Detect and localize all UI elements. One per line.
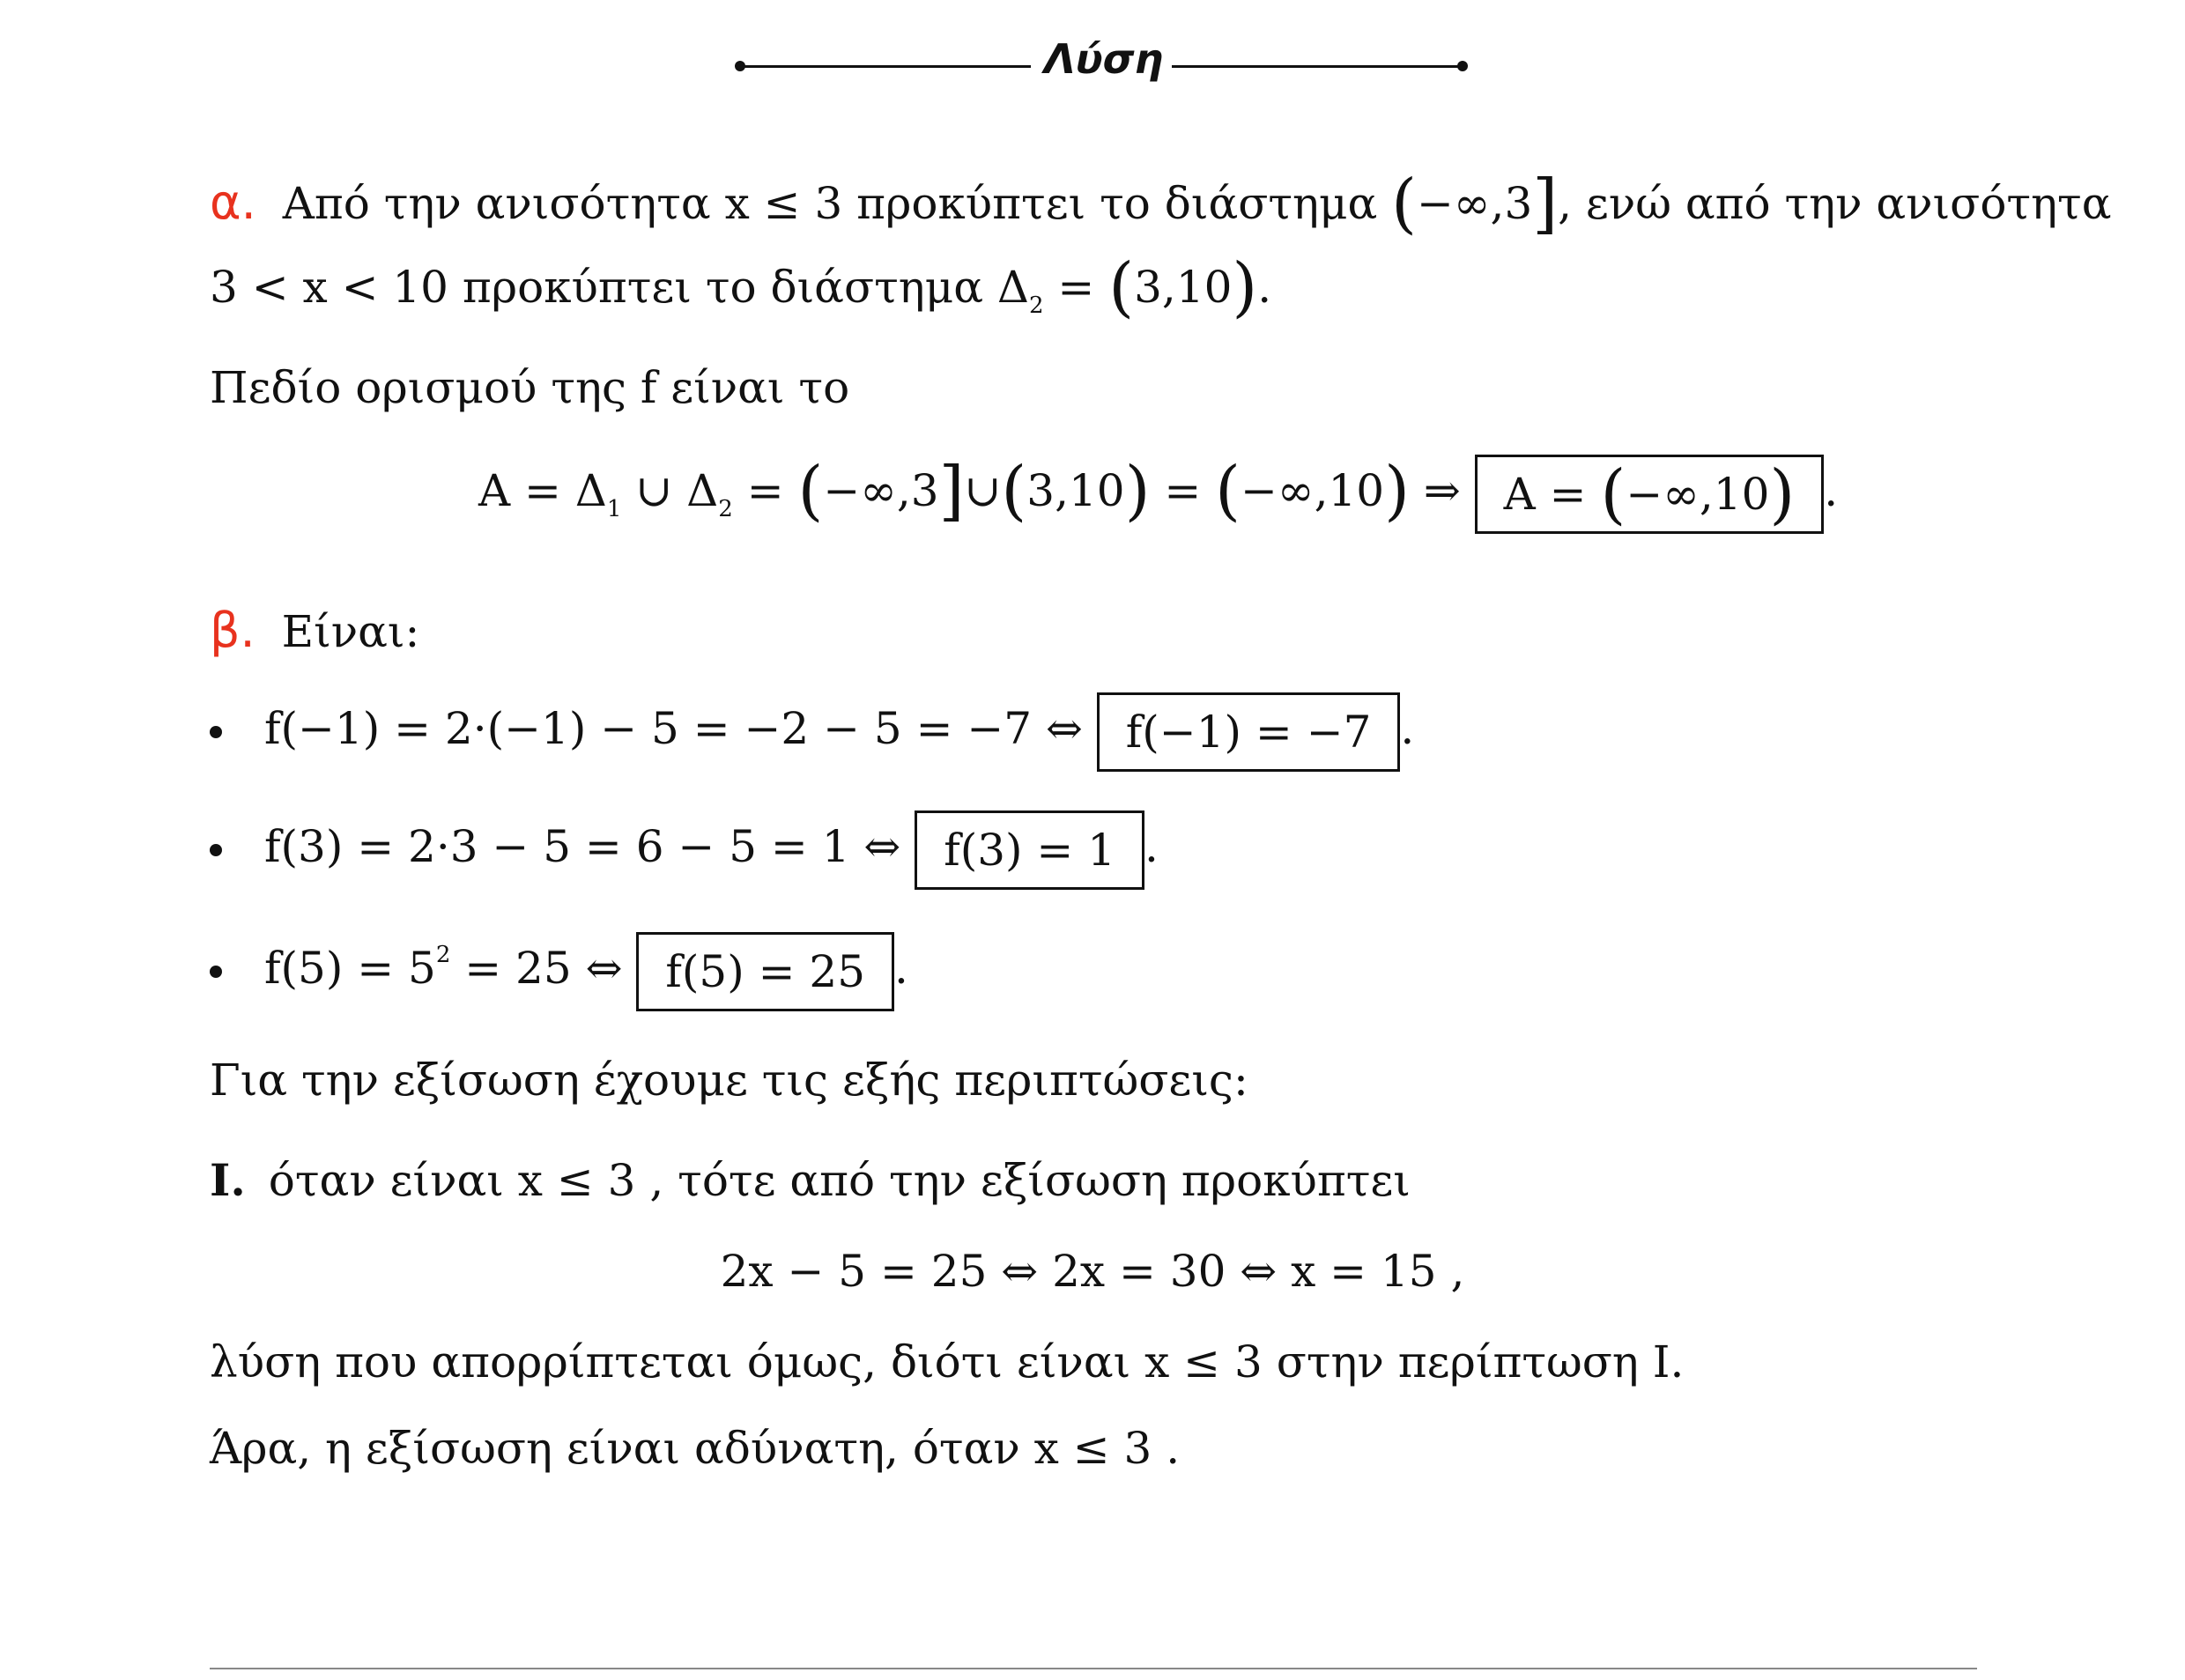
- bullet-item: [210, 929, 908, 1011]
- domain-text: Πεδίο ορισμού της f είναι το: [210, 362, 850, 413]
- part-b-label: β.: [210, 603, 256, 658]
- math-interval: −∞,10: [1241, 465, 1385, 516]
- math: =: [732, 465, 798, 516]
- case-1-equation: 2x − 5 = 25 ⇔ 2x = 30 ⇔ x = 15 ,: [720, 1246, 1465, 1297]
- text: .: [894, 943, 908, 994]
- bullet-dot-icon: [210, 844, 222, 856]
- math: = 25 ⇔: [450, 943, 623, 994]
- math-interval: −∞,10: [1626, 469, 1770, 520]
- paren-open: (: [1108, 249, 1135, 325]
- case-1-label: I.: [210, 1154, 246, 1206]
- solution-header: [0, 35, 2185, 97]
- text: .: [1152, 1423, 1181, 1474]
- bullet-dot-icon: [210, 726, 222, 738]
- part-a-label: α.: [210, 174, 256, 230]
- case-1-line: [210, 1154, 1411, 1207]
- superscript: 2: [435, 942, 451, 968]
- header-right-dot: [1457, 61, 1468, 71]
- math: ⇒: [1409, 465, 1461, 516]
- result-box: f(3) = 1: [915, 810, 1144, 890]
- text: .: [1400, 703, 1415, 754]
- footer-rule: [210, 1668, 1977, 1669]
- math: x ≤ 3: [1144, 1336, 1263, 1388]
- math: Δ: [996, 262, 1029, 313]
- header-right-line: [1172, 65, 1463, 68]
- text: .: [1144, 821, 1159, 872]
- bracket-close: ]: [1532, 166, 1559, 241]
- math-interval: −∞,3: [823, 465, 939, 516]
- math: x ≤ 3: [1033, 1423, 1152, 1474]
- part-b-line: [210, 604, 419, 658]
- paren-open: (: [1391, 166, 1418, 241]
- conclusion-line: [210, 1422, 1180, 1475]
- math: A = Δ: [478, 465, 607, 516]
- text: , τότε από την εξίσωση προκύπτει: [635, 1155, 1411, 1206]
- math: f(−1) = 2·(−1) − 5 = −2 − 5 = −7 ⇔: [264, 703, 1083, 754]
- math-interval: −∞,3: [1417, 178, 1533, 229]
- text: στην περίπτωση I.: [1262, 1336, 1685, 1388]
- header-left-line: [740, 65, 1031, 68]
- bullet-dot-icon: [210, 966, 222, 978]
- text: Από την ανισότητα: [282, 178, 725, 229]
- math-interval: 3,10: [1026, 465, 1125, 516]
- text: λύση που απορρίπτεται όμως, διότι είναι: [210, 1336, 1145, 1388]
- math: 3 < x < 10: [210, 262, 448, 313]
- cases-text: Για την εξίσωση έχουμε τις εξής περιπτώσεις:: [210, 1055, 1248, 1106]
- text: προκύπτει το διάστημα: [842, 178, 1392, 229]
- header-title: Λύση: [1044, 35, 1164, 83]
- paren-open: (: [1001, 453, 1027, 529]
- result-box: f(−1) = −7: [1097, 692, 1401, 772]
- math: =: [1043, 262, 1109, 313]
- text: , ενώ από την ανισότητα: [1558, 178, 2112, 229]
- text: προκύπτει το διάστημα: [448, 262, 997, 313]
- domain-result-box: [1475, 455, 1825, 534]
- domain-equation: [478, 451, 1838, 549]
- bullet-item: [210, 810, 1159, 890]
- paren-open: (: [1215, 453, 1241, 529]
- bullet-item: [210, 692, 1414, 772]
- reject-line: [210, 1336, 1684, 1388]
- math: x ≤ 3: [517, 1155, 636, 1206]
- math: A =: [1503, 469, 1601, 520]
- paren-open: (: [1600, 456, 1626, 532]
- math: f(3) = 2·3 − 5 = 6 − 5 = 1 ⇔: [264, 821, 901, 872]
- subscript: 2: [1028, 292, 1044, 319]
- paren-open: (: [797, 453, 824, 529]
- bracket-close: ]: [938, 453, 965, 529]
- result-box: f(5) = 25: [636, 932, 894, 1011]
- paren-close: ): [1124, 453, 1151, 529]
- subscript: 2: [718, 496, 733, 522]
- math: ∪: [964, 465, 1002, 516]
- math: ∪ Δ: [621, 465, 719, 516]
- paren-close: ): [1384, 453, 1410, 529]
- math: x ≤ 3: [724, 178, 843, 229]
- part-a-line-2: [210, 249, 1272, 332]
- subscript: 1: [606, 496, 622, 522]
- math: f(5) = 5: [264, 943, 436, 994]
- math-interval: 3,10: [1134, 262, 1233, 313]
- text: όταν είναι: [268, 1155, 518, 1206]
- text: Είναι:: [281, 606, 420, 657]
- math: =: [1150, 465, 1216, 516]
- paren-close: ): [1232, 249, 1258, 325]
- text: .: [1824, 465, 1839, 516]
- part-a-line-1: [210, 166, 2112, 241]
- text: .: [1257, 262, 1272, 313]
- text: Άρα, η εξίσωση είναι αδύνατη, όταν: [210, 1423, 1034, 1474]
- paren-close: ): [1769, 456, 1796, 532]
